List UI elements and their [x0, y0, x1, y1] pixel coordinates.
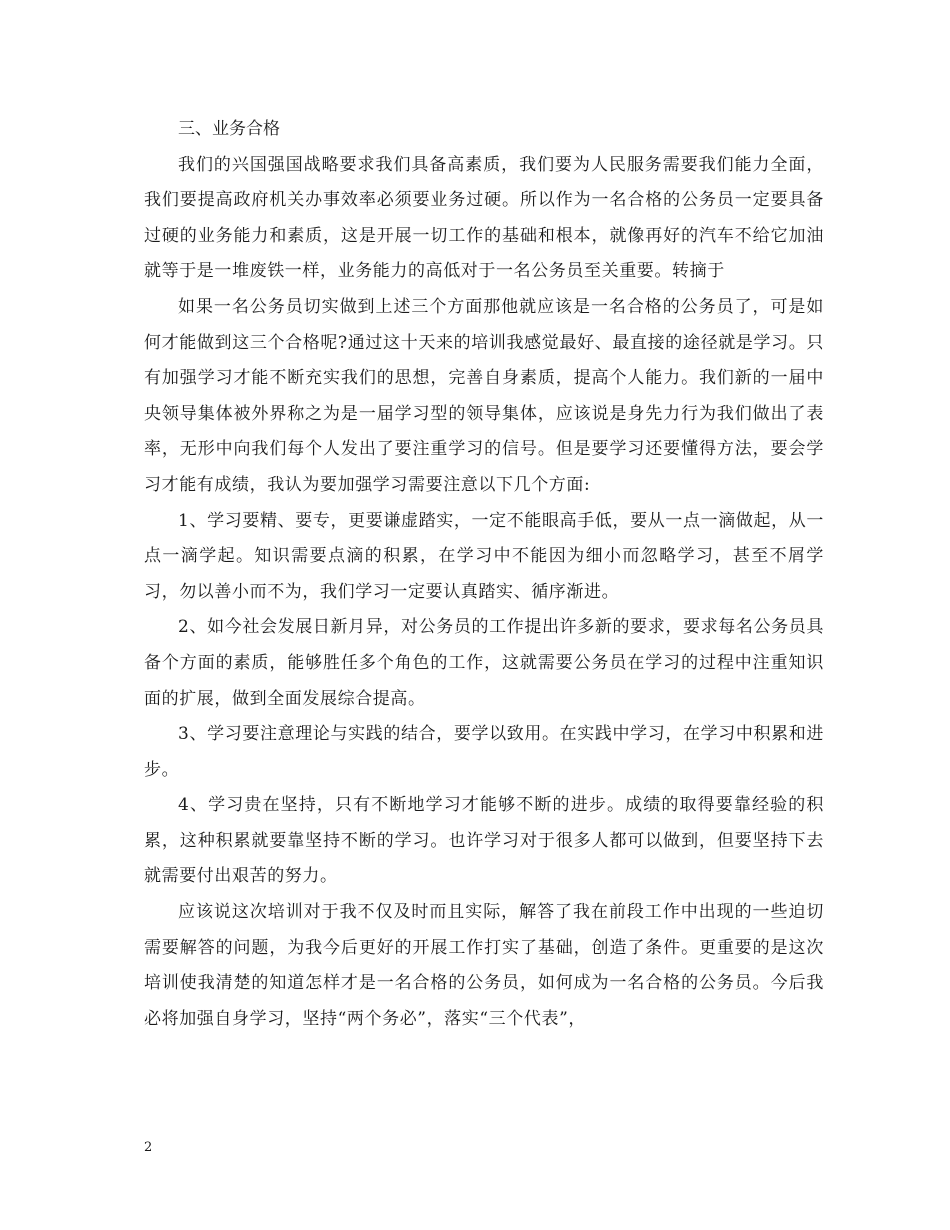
- paragraph-learning-path: 如果一名公务员切实做到上述三个方面那他就应该是一名合格的公务员了，可是如何才能做到这三个合格呢?通过这十天来的培训我感觉最好、最直接的途径就是学习。只有加强学习才能不断充实我们的思想，完善自身素质，提高个人能力。我们新的一届中央领导集体被外界称之为是一届学习型的领导集体，应该说是身先力行为我们做出了表率，无形中向我们每个人发出了要注重学习的信号。但是要学习还要懂得方法，要会学习才能有成绩，我认为要加强学习需要注意以下几个方面:: [144, 296, 824, 495]
- paragraph-point-1: 1、学习要精、要专，更要谦虚踏实，一定不能眼高手低，要从一点一滴做起，从一点一滴学起。知识需要点滴的积累，在学习中不能因为细小而忽略学习，甚至不屑学习，勿以善小而不为，我们学习一定要认真踏实、循序渐进。: [144, 510, 824, 602]
- paragraph-point-3: 3、学习要注意理论与实践的结合，要学以致用。在实践中学习，在学习中积累和进步。: [144, 724, 824, 780]
- paragraph-business-qualified: 我们的兴国强国战略要求我们具备高素质，我们要为人民服务需要我们能力全面，我们要提高政府机关办事效率必须要业务过硬。所以作为一名合格的公务员一定要具备过硬的业务能力和素质，这是开展一切工作的基础和根本，就像再好的汽车不给它加油就等于是一堆废铁一样，业务能力的高低对于一名公务员至关重要。转摘于: [144, 154, 824, 282]
- paragraph-conclusion: 应该说这次培训对于我不仅及时而且实际，解答了我在前段工作中出现的一些迫切需要解答的问题，为我今后更好的开展工作打实了基础，创造了条件。更重要的是这次培训使我清楚的知道怎样才是一名合格的公务员，如何成为一名合格的公务员。今后我必将加强自身学习，坚持“两个务必”，落实“三个代表”，: [144, 902, 824, 1029]
- page-number: 2: [144, 1140, 153, 1155]
- paragraph-point-2: 2、如今社会发展日新月异，对公务员的工作提出许多新的要求，要求每名公务员具备个方面的素质，能够胜任多个角色的工作，这就需要公务员在学习的过程中注重知识面的扩展，做到全面发展综合提高。: [144, 617, 824, 709]
- paragraph-point-4: 4、学习贵在坚持，只有不断地学习才能够不断的进步。成绩的取得要靠经验的积累，这种积累就要靠坚持不断的学习。也许学习对于很多人都可以做到，但要坚持下去就需要付出艰苦的努力。: [144, 795, 824, 887]
- section-heading: 三、业务合格: [178, 119, 280, 139]
- document-body: [144, 112, 824, 1037]
